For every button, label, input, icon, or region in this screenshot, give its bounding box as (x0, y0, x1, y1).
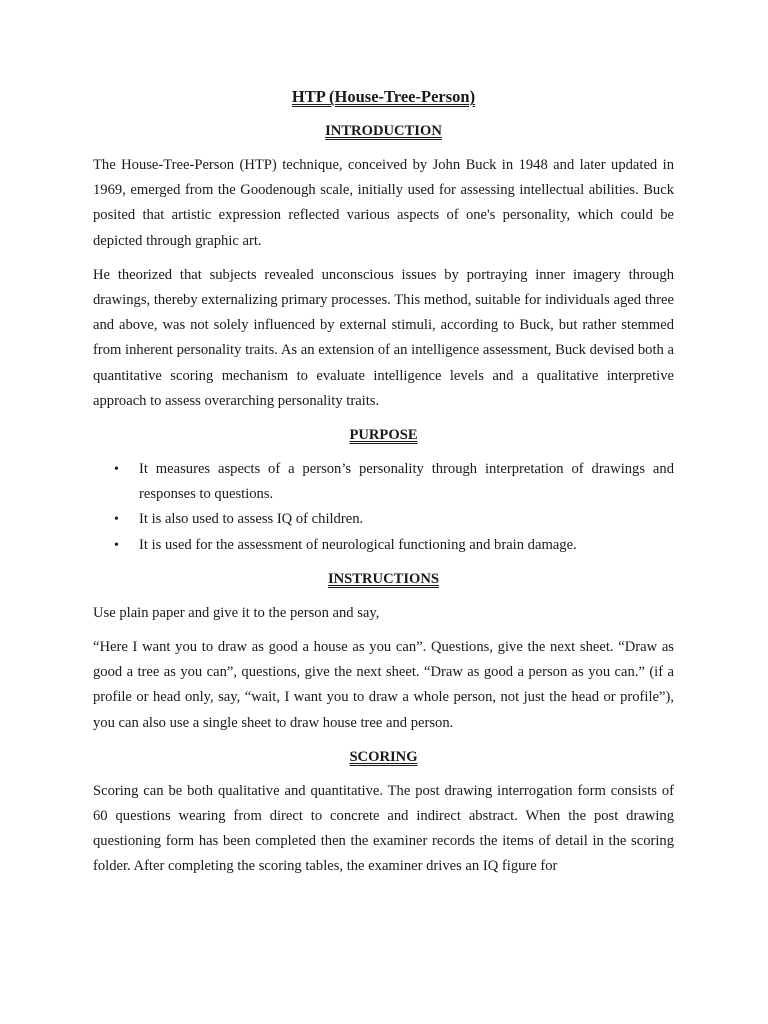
purpose-list-item-text: It measures aspects of a person’s personality through interpretation of drawings and responses to questions. (139, 461, 674, 503)
instructions-paragraph-2: “Here I want you to draw as good a house as you can”. Questions, give the next sheet. “Draw as good a tree as you can”, questions, give the next sheet. “Draw as good a person as you can.” (if a profile or head only, say, “wait, I want you to draw a whole person, not just the head or profile”), you can also use a single sheet to draw house tree and person. (93, 639, 674, 731)
document-title (93, 84, 674, 110)
purpose-list-item (93, 457, 674, 507)
introduction-heading (93, 119, 674, 144)
purpose-heading-text: PURPOSE (349, 427, 418, 444)
bullet-icon: • (114, 512, 119, 528)
introduction-paragraph-2: He theorized that subjects revealed unconscious issues by portraying inner imagery through drawings, thereby externalizing primary processes. This method, suitable for individuals aged three and above, was not solely influenced by external stimuli, according to Buck, but rather stemmed from inherent personality traits. As an extension of an intelligence assessment, Buck devised both a quantitative scoring mechanism to evaluate intelligence levels and a qualitative interpretive approach to assess overarching personality traits. (93, 266, 674, 409)
purpose-list-item (93, 507, 674, 532)
purpose-list-item (93, 533, 674, 558)
instructions-heading (93, 567, 674, 592)
introduction-heading-text: INTRODUCTION (325, 123, 442, 139)
purpose-list-item-text: It is also used to assess IQ of children. (139, 511, 364, 528)
instructions-heading-text: INSTRUCTIONS (327, 570, 440, 587)
purpose-list (93, 457, 674, 558)
bullet-icon: • (114, 537, 119, 553)
purpose-heading (93, 423, 674, 448)
document-page (93, 84, 674, 889)
purpose-list-item-text: It is used for the assessment of neurological functioning and brain damage. (139, 536, 577, 553)
instructions-paragraph-1: Use plain paper and give it to the person and say, (93, 604, 380, 621)
scoring-heading-text: SCORING (349, 748, 418, 765)
introduction-paragraph-1: The House-Tree-Person (HTP) technique, conceived by John Buck in 1948 and later updated in 1969, emerged from the Goodenough scale, initially used for assessing intellectual abilities. Buck posited that artistic expression reflected various aspects of one's personality, which could be depicted through graphic art. (93, 157, 674, 249)
bullet-icon: • (114, 462, 119, 478)
document-title-text: HTP (House-Tree-Person) (291, 87, 476, 106)
scoring-paragraph-1: Scoring can be both qualitative and quantitative. The post drawing interrogation form consists of 60 questions wearing from direct to concrete and indirect abstract. When the post drawing questioning form has been completed then the examiner records the items of detail in the scoring folder. After completing the scoring tables, the examiner drives an IQ figure for (93, 782, 674, 875)
scoring-heading (93, 745, 674, 770)
